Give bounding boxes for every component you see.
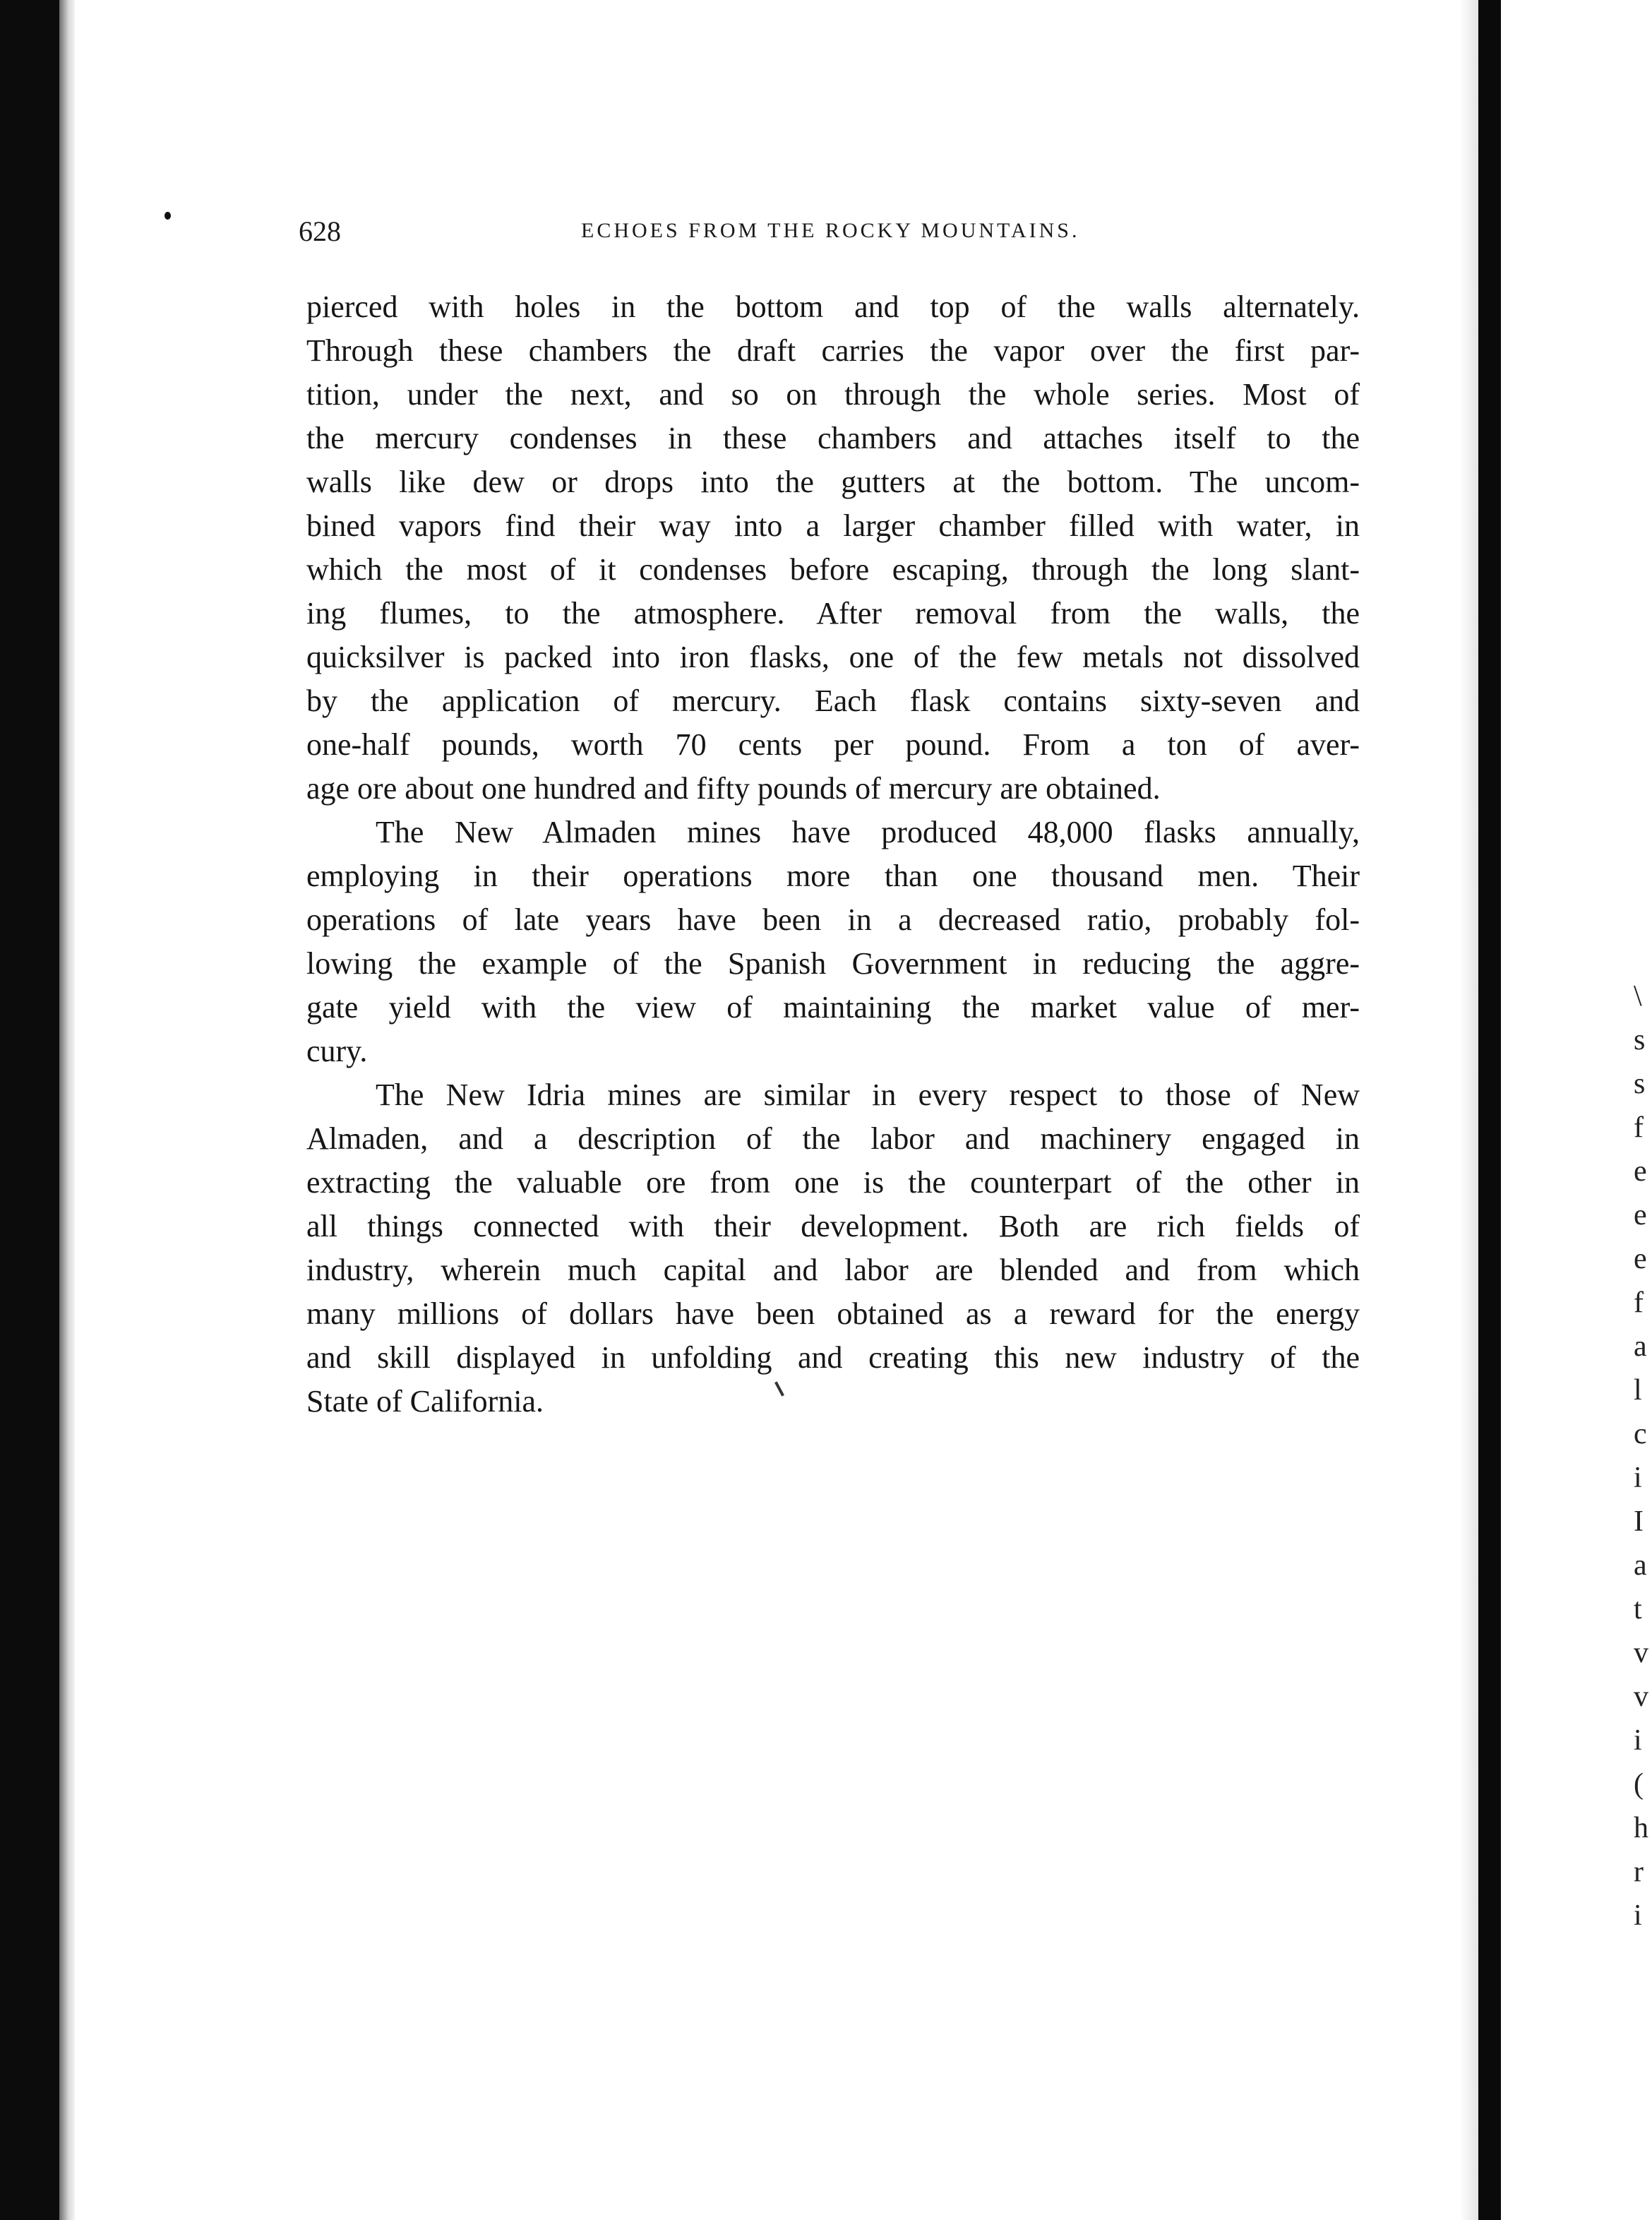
page-number: 628 [299, 215, 341, 247]
paragraph [306, 1073, 1360, 1424]
facing-page-letter: s [1634, 1024, 1646, 1056]
text-line: by the application of mercury. Each flask contains sixty-seven and [306, 684, 1360, 718]
paragraph [306, 285, 1360, 811]
running-head [299, 215, 1363, 251]
text-line: the mercury condenses in these chambers and attaches itself to the [306, 421, 1360, 455]
text-line: age ore about one hundred and fifty pounds of mercury are obtained. [306, 771, 1161, 806]
text-line: many millions of dollars have been obtained as a reward for the energy [306, 1296, 1360, 1331]
facing-page-letter: e [1634, 1155, 1647, 1188]
scan-left-shadow [59, 0, 75, 2220]
text-line: The New Almaden mines have produced 48,000 flasks annually, [376, 815, 1360, 849]
text-line: The New Idria mines are similar in every respect to those of New [376, 1078, 1360, 1112]
text-line: ing flumes, to the atmosphere. After removal from the walls, the [306, 596, 1360, 631]
text-line: State of California. [306, 1384, 544, 1419]
facing-page-letter: ( [1634, 1768, 1644, 1801]
text-line: Almaden, and a description of the labor and machinery engaged in [306, 1121, 1360, 1156]
facing-page-letter: h [1634, 1812, 1648, 1844]
text-line: all things connected with their development. Both are rich fields of [306, 1209, 1360, 1243]
facing-page-letter: a [1634, 1330, 1647, 1363]
text-line: pierced with holes in the bottom and top of the walls alternately. [306, 290, 1360, 324]
text-line: operations of late years have been in a decreased ratio, probably fol- [306, 902, 1360, 937]
facing-page-letter: r [1634, 1856, 1644, 1888]
facing-page-letter: l [1634, 1374, 1642, 1407]
text-line: cury. [306, 1034, 368, 1068]
facing-page-letter: f [1634, 1111, 1644, 1144]
running-title: ECHOES FROM THE ROCKY MOUNTAINS. [581, 219, 1080, 242]
text-line: Through these chambers the draft carries the vapor over the first par- [306, 333, 1360, 368]
text-line: gate yield with the view of maintaining the market value of mer- [306, 990, 1360, 1025]
gutter-shadow [1460, 0, 1478, 2220]
facing-page-letter: f [1634, 1287, 1644, 1319]
text-line: employing in their operations more than one thousand men. Their [306, 859, 1360, 893]
text-line: which the most of it condenses before escaping, through the long slant- [306, 552, 1360, 587]
facing-page-letter: i [1634, 1462, 1642, 1494]
text-line: lowing the example of the Spanish Government in reducing the aggre- [306, 946, 1360, 981]
book-gutter [1478, 0, 1501, 2220]
text-line: extracting the valuable ore from one is the counterpart of the other in [306, 1165, 1360, 1200]
facing-page-letter: v [1634, 1637, 1648, 1669]
text-line: bined vapors find their way into a larger chamber filled with water, in [306, 508, 1360, 543]
facing-page-letter: c [1634, 1418, 1647, 1450]
text-line: and skill displayed in unfolding and creating this new industry of the [306, 1340, 1360, 1375]
body-text [306, 285, 1360, 1424]
paragraph [306, 811, 1360, 1073]
facing-page-fragments [1634, 974, 1652, 1938]
text-line: walls like dew or drops into the gutters at the bottom. The uncom- [306, 465, 1360, 499]
text-line: quicksilver is packed into iron flasks, one of the few metals not dissolved [306, 640, 1360, 674]
facing-page-letter: i [1634, 1724, 1642, 1757]
scan-left-border [0, 0, 59, 2220]
facing-page-letter: I [1634, 1505, 1644, 1538]
facing-page-letter: e [1634, 1199, 1647, 1231]
text-line: tition, under the next, and so on through the whole series. Most of [306, 377, 1360, 412]
facing-page-letter: v [1634, 1681, 1648, 1713]
facing-page-letter: e [1634, 1243, 1647, 1275]
ink-speck [164, 212, 171, 220]
facing-page-letter: \ [1634, 980, 1642, 1013]
facing-page-letter: s [1634, 1068, 1646, 1100]
facing-page-letter: t [1634, 1593, 1642, 1625]
facing-page-letter: a [1634, 1549, 1647, 1582]
facing-page-letter: i [1634, 1899, 1642, 1932]
text-line: one-half pounds, worth 70 cents per pound. From a ton of aver- [306, 727, 1360, 762]
text-line: industry, wherein much capital and labor are blended and from which [306, 1253, 1360, 1287]
